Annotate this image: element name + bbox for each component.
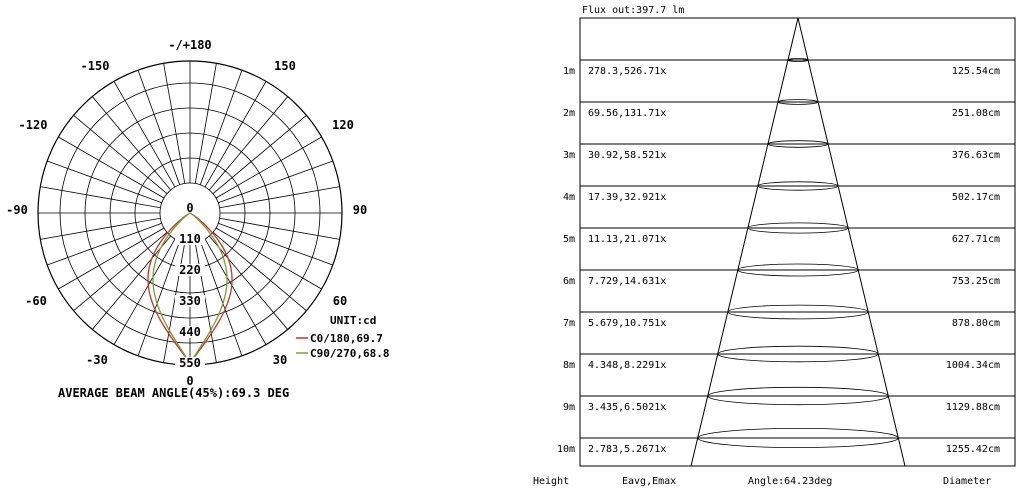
row-eavg: 3.435,6.5021x (588, 402, 667, 413)
polar-angle-label: 60 (332, 294, 348, 308)
polar-angle-label: 0 (186, 374, 194, 388)
beam-diagram (533, 5, 1015, 487)
cone-edge-left (691, 18, 798, 466)
beam-row (563, 60, 1015, 77)
row-diameter: 251.08cm (951, 108, 1000, 119)
footer-eavg: Eavg,Emax (622, 476, 677, 487)
polar-angle-label: -90 (6, 203, 28, 217)
polar-spoke (58, 137, 164, 198)
row-diameter: 878.80cm (951, 318, 1000, 329)
row-diameter: 1129.88cm (945, 402, 1000, 413)
unit-label: UNIT:cd (330, 314, 377, 327)
row-height: 9m (562, 402, 575, 413)
row-eavg: 2.783,5.2671x (588, 444, 667, 455)
radial-label: 110 (179, 232, 201, 246)
radial-label: 550 (179, 356, 201, 370)
polar-angle-label: 90 (352, 203, 368, 217)
footer-diameter: Diameter (943, 476, 992, 487)
polar-spoke (220, 218, 340, 239)
polar-center-label: 0 (186, 201, 194, 215)
polar-spoke (92, 236, 170, 329)
polar-spoke (164, 63, 185, 183)
row-eavg: 69.56,131.71x (588, 108, 667, 119)
beam-row (563, 312, 1015, 329)
row-diameter: 753.25cm (951, 276, 1000, 287)
polar-angle-label: -/+180 (168, 38, 212, 52)
polar-spoke (195, 63, 216, 183)
polar-spoke (209, 97, 287, 190)
beam-row (563, 270, 1015, 287)
radial-label: 330 (179, 294, 201, 308)
polar-angle-label: -120 (18, 118, 48, 132)
polar-spoke (220, 187, 340, 208)
polar-angle-label: -60 (25, 294, 47, 308)
polar-angle-label: 150 (274, 59, 296, 73)
polar-spoke (40, 187, 160, 208)
legend-label-c90: C90/270,68.8 (310, 347, 390, 360)
polar-plot (6, 38, 389, 400)
beam-row (557, 438, 1015, 455)
footer-angle: Angle:64.23deg (748, 476, 833, 487)
polar-spoke (114, 81, 175, 187)
row-eavg: 4.348,8.2291x (588, 360, 667, 371)
row-height: 7m (562, 318, 575, 329)
polar-angle-label: -150 (80, 59, 110, 73)
radial-label-group (175, 263, 205, 277)
row-eavg: 11.13,21.071x (588, 234, 667, 245)
beam-row (563, 144, 1015, 161)
cone-edge-right (798, 18, 905, 466)
polar-angle-label: -30 (86, 353, 108, 367)
footer-height: Height (533, 476, 570, 487)
beam-row (563, 354, 1015, 371)
beam-row (563, 186, 1015, 203)
row-height: 8m (562, 360, 575, 371)
legend-label-c0: C0/180,69.7 (310, 332, 383, 345)
radial-label-group (175, 294, 205, 308)
row-diameter: 502.17cm (951, 192, 1000, 203)
row-diameter: 627.71cm (951, 234, 1000, 245)
polar-angle-label: 30 (272, 353, 288, 367)
beam-rows (557, 60, 1015, 455)
row-diameter: 1255.42cm (945, 444, 1000, 455)
row-eavg: 278.3,526.71x (588, 66, 667, 77)
polar-spoke (74, 115, 167, 193)
row-height: 1m (562, 66, 575, 77)
polar-legend (296, 332, 389, 360)
radial-label: 440 (179, 325, 201, 339)
radial-label-group (175, 325, 205, 339)
row-height: 5m (562, 234, 575, 245)
row-height: 2m (562, 108, 575, 119)
row-height: 3m (562, 150, 575, 161)
radial-label: 220 (179, 263, 201, 277)
radial-label-group (175, 356, 205, 370)
row-eavg: 17.39,32.921x (588, 192, 667, 203)
polar-spoke (40, 218, 160, 239)
row-height: 10m (556, 444, 575, 455)
polar-spoke (213, 115, 306, 193)
row-diameter: 125.54cm (951, 66, 1000, 77)
row-height: 4m (562, 192, 575, 203)
row-diameter: 1004.34cm (945, 360, 1000, 371)
polar-spoke (216, 137, 322, 198)
row-eavg: 30.92,58.521x (588, 150, 667, 161)
radial-label-group (175, 232, 205, 246)
row-eavg: 5.679,10.751x (588, 318, 667, 329)
row-height: 6m (562, 276, 575, 287)
flux-label: Flux out:397.7 lm (582, 5, 685, 16)
row-diameter: 376.63cm (951, 150, 1000, 161)
polar-spoke (92, 97, 170, 190)
row-eavg: 7.729,14.631x (588, 276, 667, 287)
polar-spoke (205, 81, 266, 187)
polar-spoke (209, 236, 287, 329)
beam-cone (691, 18, 905, 466)
beam-footer (533, 476, 991, 487)
polar-angle-label: 120 (332, 118, 354, 132)
beam-angle-caption: AVERAGE BEAM ANGLE(45%):69.3 DEG (58, 386, 290, 400)
beam-row (563, 228, 1015, 245)
